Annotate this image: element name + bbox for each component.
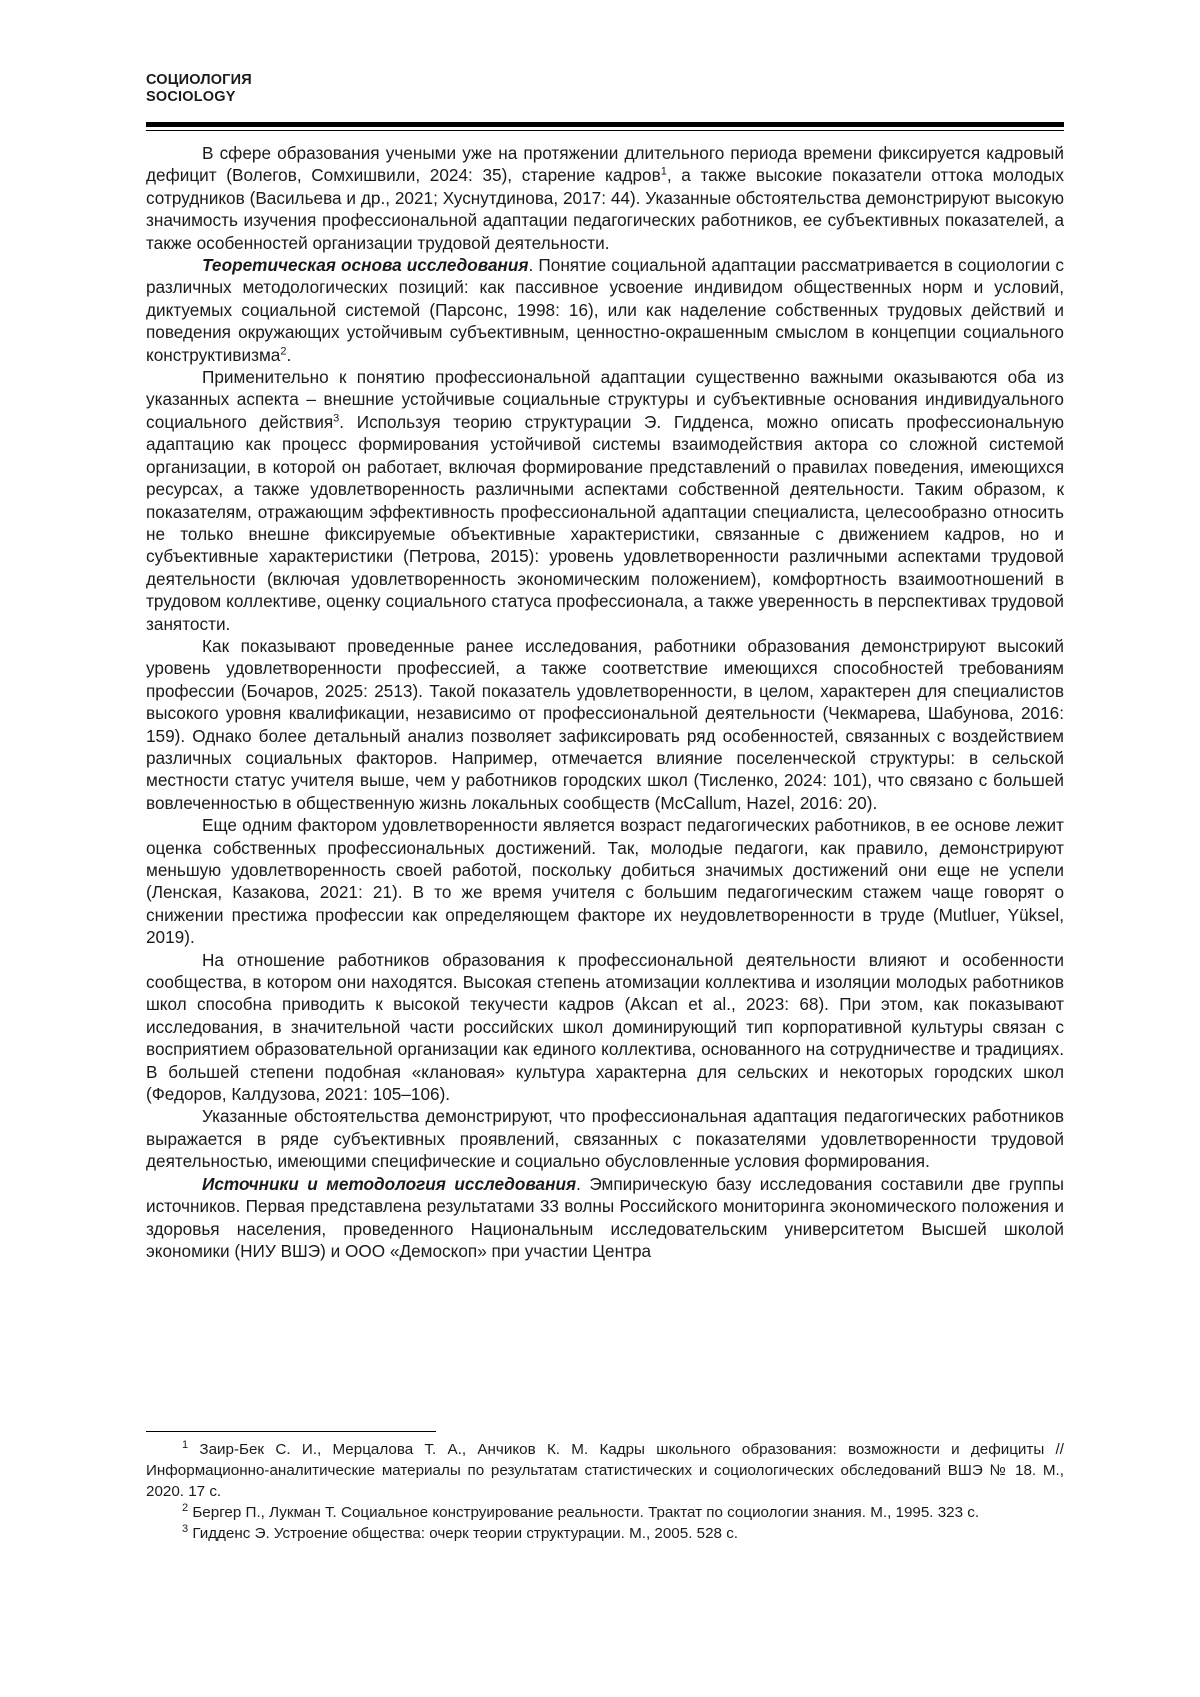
paragraph-8: Источники и методология исследования. Эмпирическую базу исследования составили две группы источников. Первая представлена результатами 33 волны Российского мониторинга экономического положения и здоровья населения, проведенного Национальным исследовательским университетом Высшей школой экономики (НИУ ВШЭ) и ООО «Демоскоп» при участии Центра bbox=[146, 1173, 1064, 1261]
footnote-ref-2: 2 bbox=[280, 344, 287, 357]
paragraph-7: Указанные обстоятельства демонстрируют, что профессиональная адаптация педагогических работников выражается в ряде субъективных проявлений, связанных с показателями удовлетворенности трудовой деятельностью, имеющими специфические и социально обусловленные условия формирования. bbox=[146, 1106, 1064, 1172]
footnote-number: 3 bbox=[182, 1522, 189, 1535]
journal-title-ru: СОЦИОЛОГИЯ bbox=[146, 72, 252, 88]
paragraph-4: Как показывают проведенные ранее исследования, работники образования демонстрируют высокий уровень удовлетворенности профессией, а также соответствие имеющихся способностей требованиям профессии (Бочаров, 2025: 2513). Такой показатель удовлетворенности, в целом, характерен для специалистов высокого уровня квалификации, независимо от профессиональной деятельности (Чекмарева, Шабунова, 2016: 159). Однако более детальный анализ позволяет зафиксировать ряд особенностей, связанных с воздействием различных социальных факторов. Например, отмечается влияние поселенческой структуры: в сельской местности статус учителя выше, чем у работников городских школ (Тисленко, 2024: 101), что связано с большей вовлеченностью в общественную жизнь локальных сообществ (McCallum, Hazel, 2016: 20). bbox=[146, 635, 1064, 813]
footnote-separator bbox=[146, 1431, 436, 1432]
footnote-number: 2 bbox=[182, 1501, 189, 1514]
header-rule-thin bbox=[146, 130, 1064, 131]
footnote-2: $^2$ Бергер П., Лукман Т. Социальное конструирование реальности. Трактат по социологии знания. М., 1995. 323 с. bbox=[182, 1501, 980, 1521]
footnote-1: $^1$ Заир-Бек С. И., Мерцалова Т. А., Анчиков К. М. Кадры школьного образования: возможности и дефициты // Информационно-аналитические материалы по результатам статистических и социологических обследований ВШЭ № 18. М., 2020. 17 с. bbox=[146, 1438, 1064, 1500]
footnotes bbox=[146, 1439, 1064, 1544]
paragraph-5: Еще одним фактором удовлетворенности является возраст педагогических работников, в ее основе лежит оценка собственных профессиональных достижений. Так, молодые педагоги, как правило, демонстрируют меньшую удовлетворенность своей работой, поскольку добиться значимых достижений они еще не успели (Ленская, Казакова, 2021: 21). В то же время учителя с большим педагогическим стажем чаще говорят о снижении престижа профессии как определяющем факторе их неудовлетворенности в труде (Mutluer, Yüksel, 2019). bbox=[146, 815, 1064, 948]
footnote-number: 1 bbox=[182, 1438, 189, 1451]
paragraph-6: На отношение работников образования к профессиональной деятельности влияют и особенности сообщества, в котором они находятся. Высокая степень атомизации коллектива и изоляции молодых работников школ способна приводить к высокой текучести кадров (Akcan et al., 2023: 68). При этом, как показывают исследования, в значительной части российских школ доминирующий тип корпоративной культуры связан с восприятием образовательной организации как единого коллектива, основанного на сотрудничестве и традициях. В большей степени подобная «клановая» культура характерна для сельских и некоторых городских школ (Федоров, Калдузова, 2021: 105–106). bbox=[146, 949, 1064, 1105]
paragraph-2: Теоретическая основа исследования. Понятие социальной адаптации рассматривается в социологии с различных методологических позиций: как пассивное усвоение индивидом общественных норм и условий, диктуемых социальной системой (Парсонс, 1998: 16), или как наделение собственных трудовых действий и поведения окружающих устойчивым субъективным, ценностно-окрашенным смыслом в концепции социального конструктивизма$^2$. bbox=[146, 255, 1064, 365]
footnote-3: $^3$ Гидденс Э. Устроение общества: очерк теории структурации. М., 2005. 528 с. bbox=[182, 1522, 739, 1542]
footnote-ref-1: 1 bbox=[660, 165, 667, 178]
running-header bbox=[146, 72, 252, 106]
section-heading-theory: Теоретическая основа исследования bbox=[202, 255, 529, 276]
footnote-ref-3: 3 bbox=[333, 412, 340, 425]
paragraph-1: В сфере образования учеными уже на протяжении длительного периода времени фиксируется кадровый дефицит (Волегов, Сомхишвили, 2024: 35), старение кадров$^1$, а также высокие показатели оттока молодых сотрудников (Васильева и др., 2021; Хуснутдинова, 2017: 44). Указанные обстоятельства демонстрируют высокую значимость изучения профессиональной адаптации педагогических работников, ее субъективных показателей, а также особенностей организации трудовой деятельности. bbox=[146, 143, 1064, 253]
journal-title-en: SOCIOLOGY bbox=[146, 89, 236, 105]
paragraph-3: Применительно к понятию профессиональной адаптации существенно важными оказываются оба из указанных аспекта – внешние устойчивые социальные структуры и субъективные основания индивидуального социального действия$^3$. Используя теорию структурации Э. Гидденса, можно описать профессиональную адаптацию как процесс формирования устойчивой системы взаимодействия актора со сложной системой организации, в которой он работает, включая формирование представлений о правилах поведения, имеющихся ресурсах, а также удовлетворенность различными аспектами собственной деятельности. Таким образом, к показателям, отражающим эффективность профессиональной адаптации специалиста, целесообразно относить не только внешне фиксируемые объективные характеристики, связанные с движением кадров, но и субъективные характеристики (Петрова, 2015): уровень удовлетворенности различными аспектами трудовой деятельности (включая удовлетворенность экономическим положением), комфортность взаимоотношений в трудовом коллективе, оценку социального статуса профессионала, а также уверенность в перспективах трудовой занятости. bbox=[146, 367, 1064, 634]
article-body bbox=[146, 142, 1064, 1262]
header-rule-thick bbox=[146, 122, 1064, 127]
section-heading-methods: Источники и методология исследования bbox=[202, 1173, 577, 1194]
